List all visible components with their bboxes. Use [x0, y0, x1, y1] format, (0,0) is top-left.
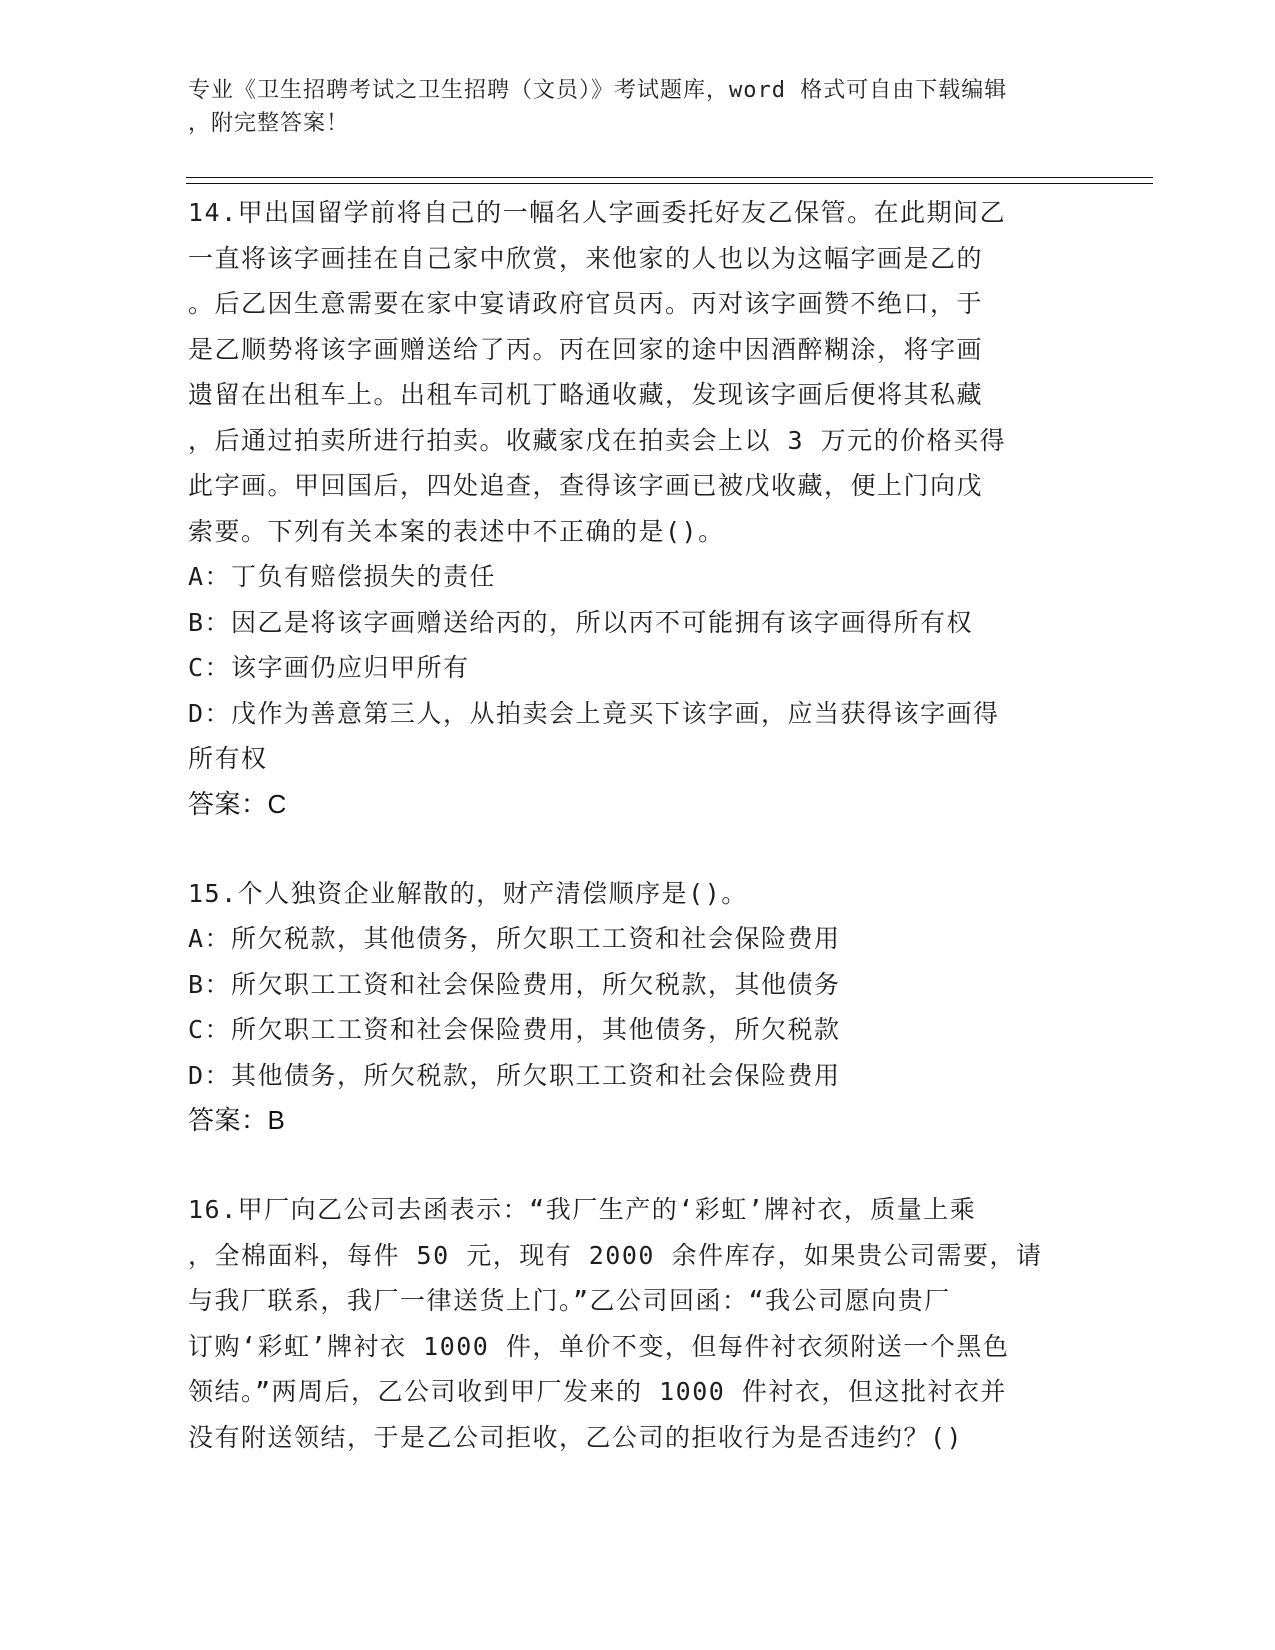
- header-divider-top: [186, 177, 1153, 178]
- header-line: ，附完整答案！: [188, 111, 350, 136]
- option-a: A：所欠税款，其他债务，所欠职工工资和社会保险费用: [188, 924, 841, 953]
- question-text-line: 15.个人独资企业解散的，财产清偿顺序是()。: [188, 878, 748, 908]
- option-c: C：所欠职工工资和社会保险费用，其他债务，所欠税款: [188, 1015, 841, 1044]
- question-text-line: 此字画。甲回国后，四处追查，查得该字画已被戊收藏，便上门向戊: [188, 471, 984, 500]
- question-text-line: 索要。下列有关本案的表述中不正确的是()。: [188, 516, 725, 546]
- document-header: [188, 74, 1068, 140]
- question-text-line: 领结。”两周后，乙公司收到甲厂发来的 1000 件衬衣，但这批衬衣并: [188, 1377, 1007, 1406]
- question-text-line: 遗留在出租车上。出租车司机丁略通收藏，发现该字画后便将其私藏: [188, 380, 984, 409]
- question-text-line: 订购‘彩虹’牌衬衣 1000 件，单价不变，但每件衬衣须附送一个黑色: [188, 1331, 1010, 1361]
- question-text-line: ，全棉面料，每件 50 元，现有 2000 余件库存，如果贵公司需要，请: [188, 1240, 1043, 1270]
- question-text-line: 是乙顺势将该字画赠送给了丙。丙在回家的途中因酒醉糊涂，将字画: [188, 334, 984, 364]
- option-b: B：因乙是将该字画赠送给丙的，所以丙不可能拥有该字画得所有权: [188, 607, 974, 637]
- question-text-line: 。后乙因生意需要在家中宴请政府官员丙。丙对该字画赞不绝口，于: [188, 289, 984, 318]
- option-d: D：其他债务，所欠税款，所欠职工工资和社会保险费用: [188, 1060, 841, 1090]
- question-16: [188, 1187, 1088, 1460]
- option-a: A：丁负有赔偿损失的责任: [188, 562, 497, 591]
- answer-label: 答案：C: [188, 788, 287, 819]
- option-b: B：所欠职工工资和社会保险费用，所欠税款，其他债务: [188, 969, 841, 999]
- question-14: [188, 190, 1088, 827]
- question-text-line: 与我厂联系，我厂一律送货上门。”乙公司回函：“我公司愿向贵厂: [188, 1286, 951, 1315]
- question-15: [188, 871, 1088, 1144]
- question-spacer: [188, 827, 1088, 871]
- header-divider-bottom: [186, 183, 1153, 184]
- header-line: 专业《卫生招聘考试之卫生招聘（文员）》考试题库，word 格式可自由下载编辑: [188, 78, 1008, 103]
- question-text-line: 14.甲出国留学前将自己的一幅名人字画委托好友乙保管。在此期间乙: [188, 198, 1007, 227]
- option-c: C：该字画仍应归甲所有: [188, 653, 470, 682]
- question-text-line: 16.甲厂向乙公司去函表示：“我厂生产的‘彩虹’牌衬衣，质量上乘: [188, 1195, 977, 1224]
- question-text-line: 没有附送领结，于是乙公司拒收，乙公司的拒收行为是否违约？(): [188, 1422, 964, 1452]
- option-d: D：戊作为善意第三人，从拍卖会上竟买下该字画，应当获得该字画得: [188, 698, 1000, 728]
- question-text-line: ，后通过拍卖所进行拍卖。收藏家戊在拍卖会上以 3 万元的价格买得: [188, 425, 1007, 455]
- option-d-continued: 所有权: [188, 744, 268, 773]
- question-text-line: 一直将该字画挂在自己家中欣赏，来他家的人也以为这幅字画是乙的: [188, 243, 984, 273]
- answer-label: 答案：B: [188, 1105, 286, 1135]
- question-list: [188, 190, 1088, 1460]
- question-spacer: [188, 1143, 1088, 1187]
